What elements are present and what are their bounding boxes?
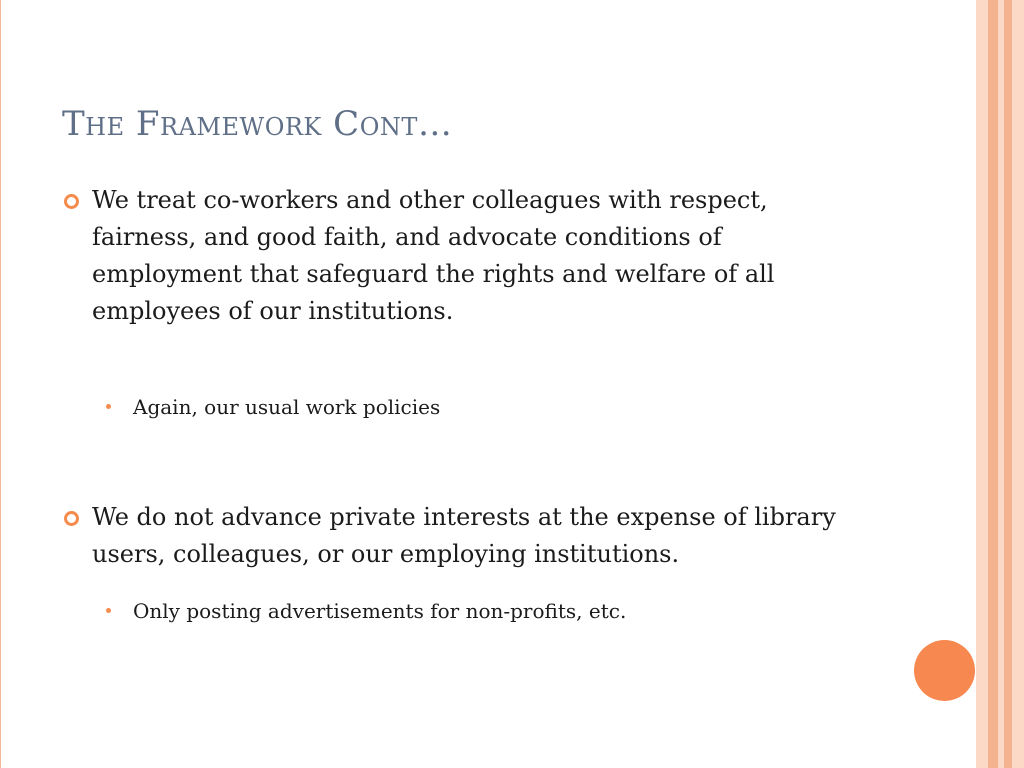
dot-bullet-icon [106,608,111,613]
ring-bullet-icon [64,511,79,526]
stripe-band-3 [1012,0,1024,768]
sub-bullet-item-2 [133,597,626,625]
bullet-item-2 [92,499,852,573]
slide-title: The Framework Cont… [62,104,453,144]
orange-circle-decoration [914,640,975,701]
bullet-text: We do not advance private interests at the expense of library users, colleagues, or our employing institutions. [92,503,836,568]
stripe-band-2 [1004,0,1012,768]
decorative-stripes [976,0,1024,768]
bullet-item-1 [92,182,852,330]
ring-bullet-icon [64,194,79,209]
sub-bullet-item-1 [133,393,440,421]
dot-bullet-icon [106,404,111,409]
stripe-outer [976,0,988,768]
bullet-text: We treat co-workers and other colleagues with respect, fairness, and good faith, and advocate conditions of employment that safeguard the rights and welfare of all employees of our institutions. [92,186,775,325]
sub-bullet-text: Only posting advertisements for non-profits, etc. [133,599,627,623]
sub-bullet-text: Again, our usual work policies [133,395,441,419]
stripe-band-1 [988,0,998,768]
left-border-line [0,0,1,768]
